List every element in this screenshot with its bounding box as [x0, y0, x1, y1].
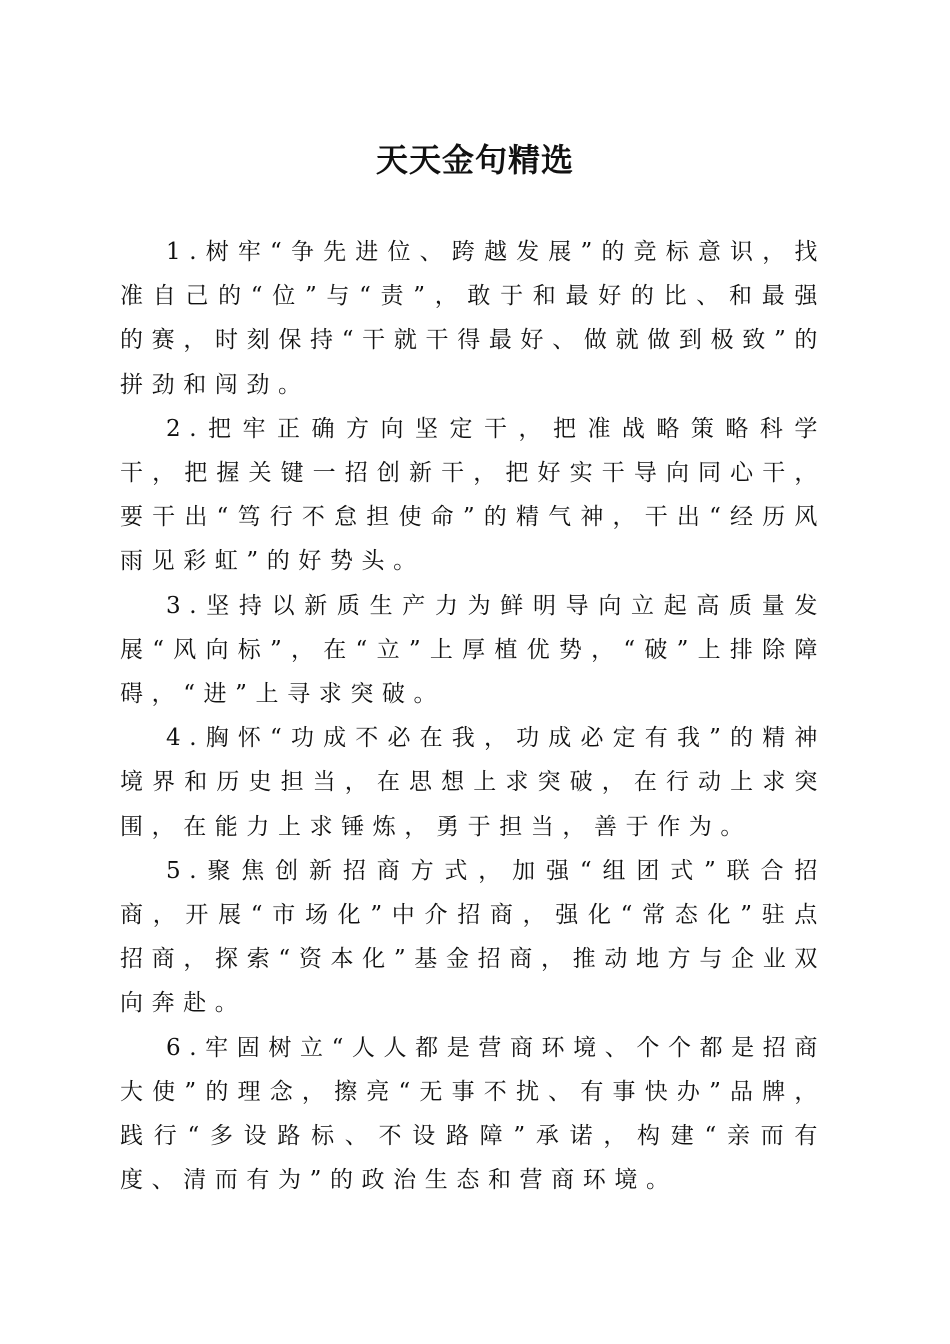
- paragraph-4: 4.胸怀“功成不必在我，功成必定有我”的精神境界和历史担当，在思想上求突破，在行动上求突围，在能力上求锤炼，勇于担当，善于作为。: [120, 725, 826, 840]
- document-body: [120, 230, 826, 1202]
- paragraph-5: 5.聚焦创新招商方式，加强“组团式”联合招商，开展“市场化”中介招商，强化“常态化”驻点招商，探索“资本化”基金招商，推动地方与企业双向奔赴。: [120, 857, 826, 1017]
- page-title: 天天金句精选: [375, 141, 574, 179]
- paragraph-1: 1.树牢“争先进位、跨越发展”的竞标意识，找准自己的“位”与“责”，敢于和最好的比、和最强的赛，时刻保持“干就干得最好、做就做到极致”的拼劲和闯劲。: [120, 239, 826, 398]
- paragraph-2: 2.把牢正确方向坚定干，把准战略策略科学干，把握关键一招创新干，把好实干导向同心干，要干出“笃行不怠担使命”的精气神，干出“经历风雨见彩虹”的好势头。: [120, 415, 826, 575]
- paragraph-3: 3.坚持以新质生产力为鲜明导向立起高质量发展“风向标”，在“立”上厚植优势，“破”上排除障碍，“进”上寻求突破。: [120, 592, 826, 708]
- paragraph-6: 6.牢固树立“人人都是营商环境、个个都是招商大使”的理念，擦亮“无事不扰、有事快办”品牌，践行“多设路标、不设路障”承诺，构建“亲而有度、清而有为”的政治生态和营商环境。: [120, 1034, 826, 1194]
